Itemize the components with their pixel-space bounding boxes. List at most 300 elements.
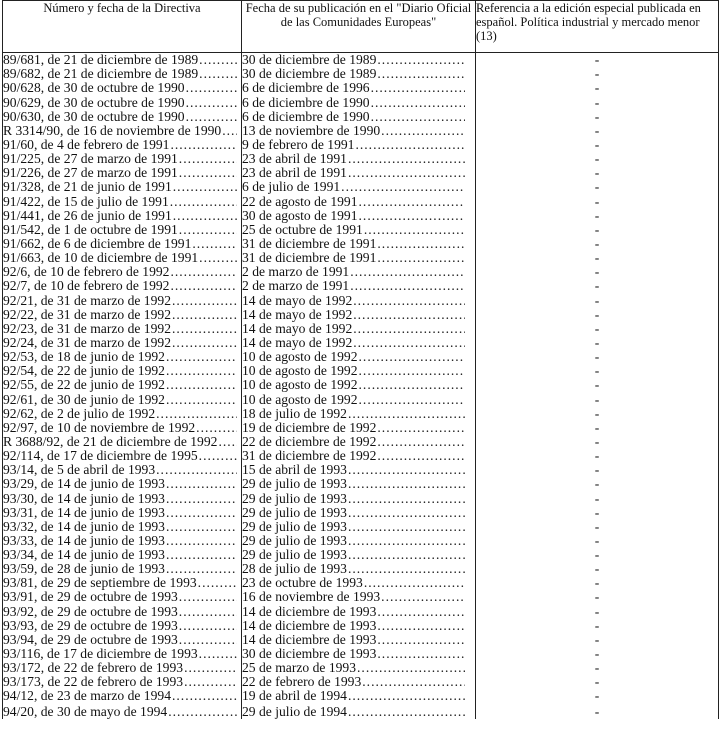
table-row <box>3 265 719 279</box>
referencia-text: - <box>594 434 600 449</box>
referencia-cell <box>476 95 719 109</box>
referencia-cell <box>476 293 719 307</box>
referencia-cell <box>476 421 719 435</box>
directiva-text: 92/7, de 10 de febrero de 1992 <box>3 279 170 294</box>
dot-leader <box>186 81 237 95</box>
directiva-cell <box>3 661 242 675</box>
table-row <box>3 95 719 109</box>
referencia-text: - <box>594 632 600 647</box>
referencia-cell <box>476 110 719 124</box>
table-row <box>3 463 719 477</box>
referencia-text: - <box>594 250 600 266</box>
referencia-text: - <box>594 208 600 223</box>
directiva-text: 93/59, de 28 de junio de 1993 <box>3 562 165 577</box>
table-row <box>3 166 719 180</box>
dot-leader <box>172 336 237 350</box>
directiva-cell <box>3 449 242 463</box>
directiva-text: 93/93, de 29 de octubre de 1993 <box>3 618 178 633</box>
publicacion-cell <box>242 421 476 435</box>
directiva-cell <box>3 392 242 406</box>
directiva-text: 93/34, de 14 de junio de 1993 <box>3 548 165 563</box>
directiva-text: 91/328, de 21 de junio de 1991 <box>3 180 172 195</box>
dot-leader <box>377 647 465 661</box>
referencia-cell <box>476 491 719 505</box>
referencia-cell <box>476 604 719 618</box>
publicacion-cell <box>242 223 476 237</box>
publicacion-cell <box>242 166 476 180</box>
publicacion-cell <box>242 194 476 208</box>
directiva-text: 93/91, de 29 de octubre de 1993 <box>3 590 178 605</box>
publicacion-text: 29 de julio de 1993 <box>242 505 347 520</box>
referencia-cell <box>476 209 719 223</box>
dot-leader <box>353 308 465 322</box>
publicacion-text: 10 de agosto de 1992 <box>242 378 358 393</box>
table-row <box>3 180 719 194</box>
publicacion-cell <box>242 364 476 378</box>
table-row <box>3 279 719 293</box>
referencia-text: - <box>594 618 600 633</box>
dot-leader <box>359 209 465 223</box>
referencia-cell <box>476 463 719 477</box>
referencia-cell <box>476 407 719 421</box>
dot-leader <box>381 124 465 138</box>
table-row <box>3 237 719 251</box>
dot-leader <box>348 506 465 520</box>
table-row <box>3 520 719 534</box>
table-row <box>3 138 719 152</box>
dot-leader <box>371 81 465 95</box>
dot-leader <box>166 534 237 548</box>
directiva-text: 93/172, de 22 de febrero de 1993 <box>3 661 184 676</box>
referencia-text: - <box>594 562 600 577</box>
publicacion-cell <box>242 407 476 421</box>
dot-leader <box>377 449 465 463</box>
directiva-text: 93/116, de 17 de diciembre de 1993 <box>3 647 198 662</box>
directiva-text: 93/81, de 29 de septiembre de 1993 <box>3 576 197 591</box>
dot-leader <box>172 308 237 322</box>
dot-leader <box>377 605 465 619</box>
dot-leader <box>348 534 465 548</box>
publicacion-text: 23 de octubre de 1993 <box>242 576 363 591</box>
publicacion-cell <box>242 604 476 618</box>
dot-leader <box>359 364 465 378</box>
table-row <box>3 194 719 208</box>
publicacion-cell <box>242 180 476 194</box>
header-publicacion: Fecha de su publicación en el "Diario Oficial de las Comunidades Europeas" <box>242 1 476 53</box>
table-row <box>3 477 719 491</box>
directiva-cell <box>3 548 242 562</box>
publicacion-cell <box>242 265 476 279</box>
referencia-text: - <box>594 81 600 96</box>
dot-leader <box>173 209 237 223</box>
dot-leader <box>168 705 237 719</box>
referencia-text: - <box>594 349 600 365</box>
dot-leader <box>348 562 465 576</box>
referencia-text: - <box>594 491 600 506</box>
referencia-cell <box>476 647 719 661</box>
publicacion-cell <box>242 576 476 590</box>
dot-leader <box>377 619 465 633</box>
directiva-cell <box>3 647 242 661</box>
publicacion-text: 6 de diciembre de 1996 <box>242 81 370 96</box>
directiva-text: 94/20, de 30 de mayo de 1994 <box>3 705 168 720</box>
referencia-cell <box>476 166 719 180</box>
publicacion-cell <box>242 619 476 633</box>
directiva-text: 92/55, de 22 de junio de 1992 <box>3 378 165 393</box>
directiva-text: 92/23, de 31 de marzo de 1992 <box>3 321 171 336</box>
directiva-cell <box>3 265 242 279</box>
publicacion-text: 6 de diciembre de 1990 <box>242 95 370 110</box>
publicacion-cell <box>242 534 476 548</box>
directiva-text: 90/628, de 30 de octubre de 1990 <box>3 81 185 96</box>
table-row <box>3 322 719 336</box>
dot-leader <box>377 237 465 251</box>
directiva-text: 93/32, de 14 de junio de 1993 <box>3 519 165 534</box>
publicacion-text: 31 de diciembre de 1991 <box>242 236 377 251</box>
table-row <box>3 407 719 421</box>
dot-leader <box>170 279 237 293</box>
publicacion-cell <box>242 689 476 703</box>
referencia-cell <box>476 194 719 208</box>
referencia-text: - <box>594 265 600 280</box>
table-row <box>3 449 719 463</box>
referencia-cell <box>476 350 719 364</box>
referencia-cell <box>476 520 719 534</box>
publicacion-cell <box>242 308 476 322</box>
publicacion-cell <box>242 279 476 293</box>
dot-leader <box>350 279 465 293</box>
publicacion-cell <box>242 661 476 675</box>
publicacion-text: 2 de marzo de 1991 <box>242 265 350 280</box>
publicacion-cell <box>242 491 476 505</box>
directiva-cell <box>3 491 242 505</box>
publicacion-text: 31 de diciembre de 1991 <box>242 251 377 266</box>
referencia-text: - <box>594 604 600 619</box>
referencia-text: - <box>594 137 600 152</box>
directiva-cell <box>3 223 242 237</box>
directiva-text: 91/422, de 15 de julio de 1991 <box>3 194 169 209</box>
dot-leader <box>348 152 465 166</box>
directiva-text: 91/662, de 6 de diciembre de 1991 <box>3 236 192 251</box>
publicacion-text: 14 de mayo de 1992 <box>242 335 353 350</box>
publicacion-cell <box>242 378 476 392</box>
referencia-text: - <box>594 123 600 138</box>
referencia-cell <box>476 152 719 166</box>
publicacion-cell <box>242 138 476 152</box>
directiva-cell <box>3 463 242 477</box>
directiva-text: 92/53, de 18 de junio de 1992 <box>3 350 165 365</box>
referencia-cell <box>476 53 719 68</box>
referencia-text: - <box>594 335 600 350</box>
dot-leader <box>166 492 237 506</box>
table-row <box>3 576 719 590</box>
referencia-cell <box>476 435 719 449</box>
publicacion-text: 28 de julio de 1993 <box>242 562 347 577</box>
dot-leader <box>359 350 465 364</box>
dot-leader <box>166 520 237 534</box>
referencia-text: - <box>594 194 600 209</box>
directiva-cell <box>3 633 242 647</box>
publicacion-cell <box>242 590 476 604</box>
directiva-text: R 3314/90, de 16 de noviembre de 1990 <box>3 123 222 138</box>
directiva-text: 93/31, de 14 de junio de 1993 <box>3 505 165 520</box>
publicacion-cell <box>242 562 476 576</box>
referencia-text: - <box>594 279 600 294</box>
directiva-cell <box>3 576 242 590</box>
referencia-text: - <box>594 67 600 82</box>
dot-leader <box>377 67 465 81</box>
publicacion-text: 29 de julio de 1993 <box>242 477 347 492</box>
referencia-text: - <box>594 646 600 662</box>
publicacion-cell <box>242 322 476 336</box>
referencia-cell <box>476 279 719 293</box>
directiva-text: 91/225, de 27 de marzo de 1991 <box>3 152 178 167</box>
referencia-text: - <box>594 236 600 251</box>
publicacion-text: 14 de mayo de 1992 <box>242 293 353 308</box>
publicacion-text: 30 de diciembre de 1993 <box>242 647 377 662</box>
directiva-cell <box>3 209 242 223</box>
directiva-text: 90/630, de 30 de octubre de 1990 <box>3 109 185 124</box>
publicacion-cell <box>242 477 476 491</box>
directiva-cell <box>3 81 242 95</box>
dot-leader <box>359 378 465 392</box>
publicacion-cell <box>242 81 476 95</box>
table-header <box>3 1 719 53</box>
table-row <box>3 491 719 505</box>
referencia-text: - <box>594 661 600 676</box>
document-page <box>1 0 719 745</box>
directiva-cell <box>3 194 242 208</box>
dot-leader <box>179 166 237 180</box>
publicacion-text: 16 de noviembre de 1993 <box>242 590 381 605</box>
publicacion-text: 9 de febrero de 1991 <box>242 137 355 152</box>
publicacion-cell <box>242 463 476 477</box>
directiva-text: 92/22, de 31 de marzo de 1992 <box>3 307 171 322</box>
publicacion-text: 30 de diciembre de 1989 <box>242 53 377 68</box>
publicacion-text: 14 de mayo de 1992 <box>242 321 353 336</box>
directiva-cell <box>3 251 242 265</box>
referencia-text: - <box>594 547 600 563</box>
publicacion-cell <box>242 633 476 647</box>
referencia-cell <box>476 506 719 520</box>
header-directiva: Número y fecha de la Directiva <box>3 1 242 53</box>
directiva-text: 92/21, de 31 de marzo de 1992 <box>3 293 171 308</box>
directiva-text: 92/114, de 17 de diciembre de 1995 <box>3 449 198 464</box>
table-row <box>3 350 719 364</box>
publicacion-text: 14 de diciembre de 1993 <box>242 604 377 619</box>
directiva-cell <box>3 67 242 81</box>
directiva-cell <box>3 477 242 491</box>
directiva-text: 91/441, de 26 de junio de 1991 <box>3 208 172 223</box>
directiva-cell <box>3 364 242 378</box>
directiva-text: 93/92, de 29 de octubre de 1993 <box>3 604 178 619</box>
publicacion-text: 10 de agosto de 1992 <box>242 364 358 379</box>
directiva-text: 92/54, de 22 de junio de 1992 <box>3 364 165 379</box>
publicacion-text: 25 de marzo de 1993 <box>242 661 357 676</box>
publicacion-cell <box>242 506 476 520</box>
referencia-cell <box>476 590 719 604</box>
referencia-text: - <box>594 675 600 690</box>
directiva-text: 91/60, de 4 de febrero de 1991 <box>3 137 170 152</box>
directiva-text: 93/29, de 14 de junio de 1993 <box>3 477 165 492</box>
directiva-text: 89/682, de 21 de diciembre de 1989 <box>3 67 199 82</box>
referencia-cell <box>476 633 719 647</box>
dot-leader <box>166 364 237 378</box>
referencia-cell <box>476 449 719 463</box>
table-row <box>3 378 719 392</box>
dot-leader <box>348 463 465 477</box>
directiva-cell <box>3 110 242 124</box>
referencia-text: - <box>594 52 600 68</box>
table-row <box>3 633 719 647</box>
dot-leader <box>377 251 465 265</box>
referencia-text: - <box>594 533 600 548</box>
publicacion-text: 15 de abril de 1993 <box>242 463 347 478</box>
directiva-cell <box>3 350 242 364</box>
publicacion-text: 6 de julio de 1991 <box>242 180 341 195</box>
table-row <box>3 336 719 350</box>
directiva-text: 92/6, de 10 de febrero de 1992 <box>3 265 170 280</box>
dot-leader <box>355 138 465 152</box>
publicacion-cell <box>242 95 476 109</box>
directiva-cell <box>3 152 242 166</box>
referencia-text: - <box>594 321 600 336</box>
table-row <box>3 308 719 322</box>
referencia-text: - <box>594 689 600 704</box>
publicacion-cell <box>242 67 476 81</box>
dot-leader <box>222 124 237 138</box>
publicacion-text: 19 de diciembre de 1992 <box>242 420 377 435</box>
directiva-text: 90/629, de 30 de octubre de 1990 <box>3 95 185 110</box>
referencia-text: - <box>594 519 600 534</box>
publicacion-text: 30 de agosto de 1991 <box>242 208 358 223</box>
publicacion-text: 29 de julio de 1993 <box>242 491 347 506</box>
table-row <box>3 124 719 138</box>
dot-leader <box>353 322 465 336</box>
dot-leader <box>359 393 465 407</box>
dot-leader <box>364 223 465 237</box>
publicacion-cell <box>242 548 476 562</box>
dot-leader <box>156 463 237 477</box>
referencia-text: - <box>594 576 600 591</box>
referencia-text: - <box>594 364 600 379</box>
dot-leader <box>172 294 237 308</box>
directiva-text: 92/62, de 2 de julio de 1992 <box>3 406 156 421</box>
directiva-cell <box>3 675 242 689</box>
referencia-cell <box>476 364 719 378</box>
table-row <box>3 421 719 435</box>
dot-leader <box>186 96 237 110</box>
referencia-text: - <box>594 463 600 478</box>
directiva-cell <box>3 322 242 336</box>
table-row <box>3 703 719 719</box>
dot-leader <box>218 435 237 449</box>
publicacion-text: 10 de agosto de 1992 <box>242 392 358 407</box>
publicacion-text: 14 de diciembre de 1993 <box>242 632 377 647</box>
publicacion-text: 29 de julio de 1993 <box>242 519 347 534</box>
directiva-text: 93/30, de 14 de junio de 1993 <box>3 491 165 506</box>
referencia-cell <box>476 392 719 406</box>
dot-leader <box>362 675 465 689</box>
publicacion-text: 23 de abril de 1991 <box>242 152 347 167</box>
dot-leader <box>170 195 237 209</box>
dot-leader <box>166 506 237 520</box>
referencia-text: - <box>594 448 600 464</box>
dot-leader <box>170 265 237 279</box>
dot-leader <box>381 590 465 604</box>
dot-leader <box>166 477 237 491</box>
table-row <box>3 661 719 675</box>
directiva-cell <box>3 534 242 548</box>
dot-leader <box>341 180 465 194</box>
referencia-text: - <box>594 378 600 393</box>
publicacion-text: 19 de abril de 1994 <box>242 689 347 704</box>
directiva-cell <box>3 166 242 180</box>
referencia-cell <box>476 180 719 194</box>
dot-leader <box>357 661 465 675</box>
dot-leader <box>377 53 465 67</box>
referencia-cell <box>476 67 719 81</box>
table-row <box>3 604 719 618</box>
publicacion-text: 14 de mayo de 1992 <box>242 307 353 322</box>
publicacion-text: 25 de octubre de 1991 <box>242 222 363 237</box>
referencia-cell <box>476 223 719 237</box>
dot-leader <box>179 223 237 237</box>
directiva-cell <box>3 604 242 618</box>
dot-leader <box>179 152 237 166</box>
directiva-cell <box>3 53 242 68</box>
publicacion-cell <box>242 647 476 661</box>
referencia-text: - <box>594 109 600 124</box>
referencia-cell <box>476 378 719 392</box>
dot-leader <box>348 477 465 491</box>
referencia-text: - <box>594 590 600 605</box>
publicacion-cell <box>242 124 476 138</box>
referencia-text: - <box>594 505 600 520</box>
directiva-cell <box>3 293 242 307</box>
publicacion-text: 22 de agosto de 1991 <box>242 194 358 209</box>
publicacion-text: 2 de marzo de 1991 <box>242 279 350 294</box>
dot-leader <box>371 110 465 124</box>
publicacion-cell <box>242 350 476 364</box>
dot-leader <box>166 378 237 392</box>
publicacion-cell <box>242 53 476 68</box>
publicacion-cell <box>242 209 476 223</box>
dot-leader <box>348 166 465 180</box>
dot-leader <box>179 590 237 604</box>
directiva-text: 94/12, de 23 de marzo de 1994 <box>3 689 171 704</box>
directiva-text: 93/173, de 22 de febrero de 1993 <box>3 675 184 690</box>
referencia-text: - <box>594 151 600 167</box>
dot-leader <box>173 180 237 194</box>
referencia-text: - <box>594 477 600 492</box>
referencia-cell <box>476 689 719 703</box>
referencia-cell <box>476 534 719 548</box>
dot-leader <box>371 96 465 110</box>
directiva-text: 93/94, de 29 de octubre de 1993 <box>3 632 178 647</box>
dot-leader <box>179 605 237 619</box>
table-row <box>3 619 719 633</box>
directiva-text: 92/24, de 31 de marzo de 1992 <box>3 335 171 350</box>
publicacion-cell <box>242 703 476 719</box>
referencia-text: - <box>594 166 600 181</box>
dot-leader <box>192 237 237 251</box>
referencia-cell <box>476 548 719 562</box>
referencia-cell <box>476 265 719 279</box>
dot-leader <box>186 110 237 124</box>
publicacion-text: 29 de julio de 1994 <box>242 705 347 720</box>
table-row <box>3 562 719 576</box>
